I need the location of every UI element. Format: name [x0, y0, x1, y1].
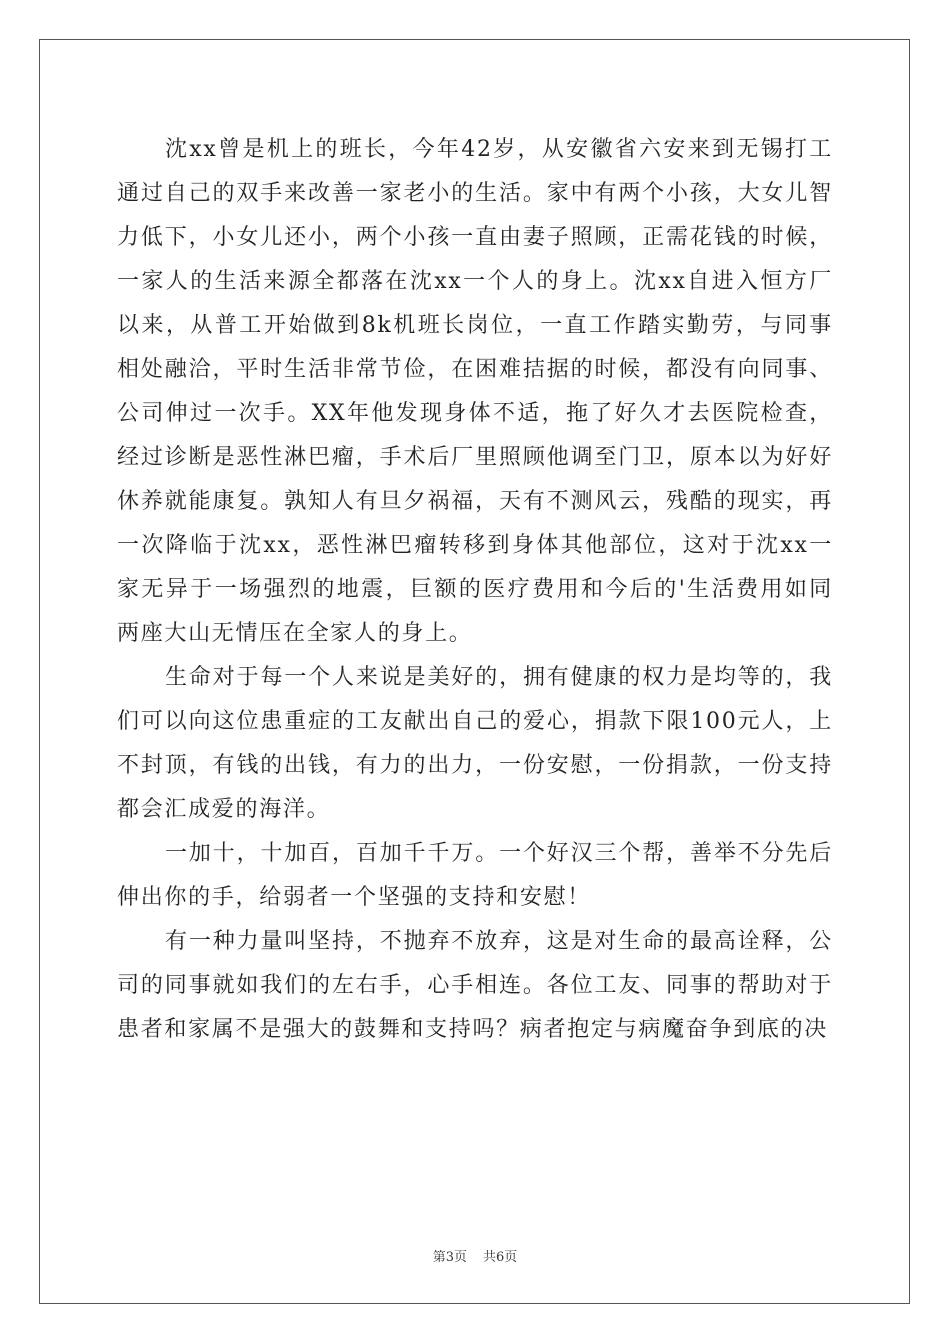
paragraph: 沈xx曾是机上的班长，今年42岁，从安徽省六安来到无锡打工通过自己的双手来改善一家老小的生活。家中有两个小孩，大女儿智力低下，小女儿还小，两个小孩一直由妻子照顾，正需花钱的时候，一家人的生活来源全都落在沈xx一个人的身上。沈xx自进入恒方厂以来，从普工开始做到8k机班长岗位，一直工作踏实勤劳，与同事相处融洽，平时生活非常节俭，在困难拮据的时候，都没有向同事、公司伸过一次手。XX年他发现身体不适，拖了好久才去医院检查，经过诊断是恶性淋巴瘤，手术后厂里照顾他调至门卫，原本以为好好休养就能康复。孰知人有旦夕祸福，天有不测风云，残酷的现实，再一次降临于沈xx，恶性淋巴瘤转移到身体其他部位，这对于沈xx一家无异于一场强烈的地震，巨额的医疗费用和今后的'生活费用如同两座大山无情压在全家人的身上。 — [117, 137, 833, 646]
document-body — [117, 128, 833, 1052]
paragraph: 有一种力量叫坚持，不抛弃不放弃，这是对生命的最高诠释，公司的同事就如我们的左右手，心手相连。各位工友、同事的帮助对于患者和家属不是强大的鼓舞和支持吗？病者抱定与病魔奋争到底的决 — [117, 929, 833, 1042]
paragraph: 生命对于每一个人来说是美好的，拥有健康的权力是均等的，我们可以向这位患重症的工友献出自己的爱心，捐款下限100元人，上不封顶，有钱的出钱，有力的出力，一份安慰，一份捐款，一份支持都会汇成爱的海洋。 — [117, 665, 833, 822]
page-total: 共6页 — [483, 1250, 518, 1265]
page-number: 第3页 — [432, 1250, 467, 1265]
paragraph: 一加十，十加百，百加千千万。一个好汉三个帮，善举不分先后伸出你的手，给弱者一个坚强的支持和安慰！ — [117, 841, 833, 910]
page-footer — [0, 1246, 950, 1265]
